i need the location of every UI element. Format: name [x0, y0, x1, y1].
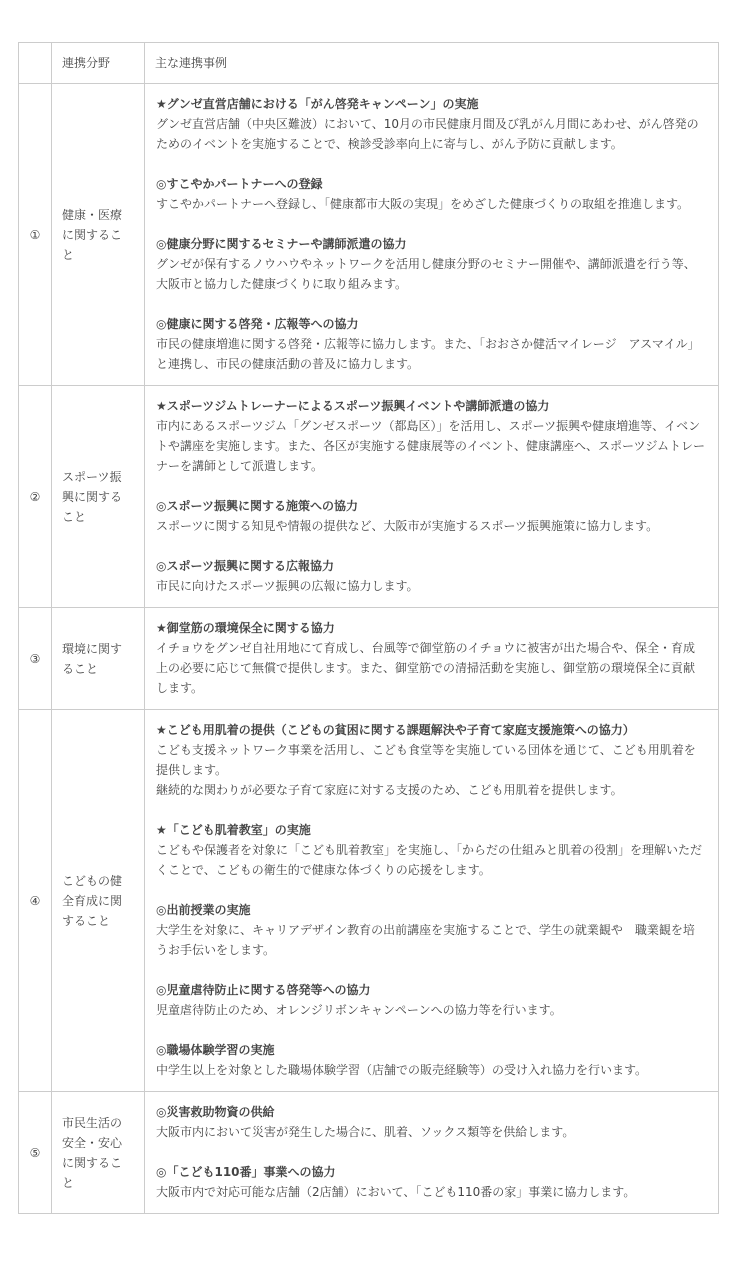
example-title: ◎出前授業の実施	[156, 903, 251, 917]
header-number	[19, 43, 52, 84]
row-field: 健康・医療 に関するこ と	[52, 84, 145, 386]
example-item	[156, 496, 706, 536]
example-item	[156, 720, 706, 800]
example-item	[156, 94, 706, 154]
example-item	[156, 1162, 706, 1202]
example-title: ◎健康分野に関するセミナーや講師派遣の協力	[156, 237, 407, 251]
row-examples	[145, 710, 719, 1092]
example-title: ◎災害救助物資の供給	[156, 1105, 275, 1119]
example-text: 市民の健康増進に関する啓発・広報等に協力します。また、「おおさか健活マイレージ アスマイル」と連携し、市民の健康活動の普及に協力します。	[156, 337, 700, 371]
example-title: ◎「こども110番」事業への協力	[156, 1165, 336, 1179]
example-item	[156, 314, 706, 374]
row-number: ⑤	[19, 1092, 52, 1214]
header-examples: 主な連携事例	[145, 43, 719, 84]
example-title: ◎スポーツ振興に関する施策への協力	[156, 499, 358, 513]
example-title: ★御堂筋の環境保全に関する協力	[156, 621, 335, 635]
row-number: ③	[19, 608, 52, 710]
table-row	[19, 1092, 719, 1214]
example-text: 中学生以上を対象とした職場体験学習（店舗での販売経験等）の受け入れ協力を行います。	[156, 1063, 648, 1077]
example-title: ★「こども肌着教室」の実施	[156, 823, 311, 837]
example-text: グンゼ直営店舗（中央区難波）において、10月の市民健康月間及び乳がん月間にあわせ、がん啓発のためのイベントを実施することで、検診受診率向上に寄与し、がん予防に貢献します。	[156, 117, 699, 151]
header-row	[19, 43, 719, 84]
example-item	[156, 618, 706, 698]
example-text: こども支援ネットワーク事業を活用し、こども食堂等を実施している団体を通じて、こども用肌着を提供します。 継続的な関わりが必要な子育て家庭に対する支援のため、こども用肌着を提供します。	[156, 743, 696, 797]
row-examples	[145, 386, 719, 608]
row-examples	[145, 84, 719, 386]
row-field: 市民生活の 安全・安心 に関するこ と	[52, 1092, 145, 1214]
header-field: 連携分野	[52, 43, 145, 84]
example-text: 市民に向けたスポーツ振興の広報に協力します。	[156, 579, 419, 593]
example-item	[156, 900, 706, 960]
example-title: ◎スポーツ振興に関する広報協力	[156, 559, 334, 573]
row-number: ①	[19, 84, 52, 386]
example-text: イチョウをグンゼ自社用地にて育成し、台風等で御堂筋のイチョウに被害が出た場合や、保全・育成上の必要に応じて無償で提供します。また、御堂筋での清掃活動を実施し、御堂筋の環境保全に貢献します。	[156, 641, 696, 695]
example-item	[156, 1102, 706, 1142]
example-text: グンゼが保有するノウハウやネットワークを活用し健康分野のセミナー開催や、講師派遣を行う等、大阪市と協力した健康づくりに取り組みます。	[156, 257, 696, 291]
example-title: ◎健康に関する啓発・広報等への協力	[156, 317, 359, 331]
example-title: ◎職場体験学習の実施	[156, 1043, 275, 1057]
example-text: スポーツに関する知見や情報の提供など、大阪市が実施するスポーツ振興施策に協力します。	[156, 519, 659, 533]
example-text: 大阪市内において災害が発生した場合に、肌着、ソックス類等を供給します。	[156, 1125, 575, 1139]
example-text: 市内にあるスポーツジム「グンゼスポーツ（都島区）」を活用し、スポーツ振興や健康増進等、イベントや講座を実施します。また、各区が実施する健康展等のイベント、健康講座へ、スポーツジムトレーナーを講師として派遣します。	[156, 419, 706, 473]
partnership-table	[18, 42, 719, 1214]
example-text: 大阪市内で対応可能な店舗（2店舗）において、「こども110番の家」事業に協力します。	[156, 1185, 636, 1199]
example-title: ★グンゼ直営店舗における「がん啓発キャンペーン」の実施	[156, 97, 479, 111]
example-text: すこやかパートナーへ登録し、「健康都市大阪の実現」をめざした健康づくりの取組を推進します。	[156, 197, 690, 211]
table-row	[19, 608, 719, 710]
example-text: 大学生を対象に、キャリアデザイン教育の出前講座を実施することで、学生の就業観や 職業観を培うお手伝いをします。	[156, 923, 695, 957]
table-row	[19, 84, 719, 386]
row-examples	[145, 1092, 719, 1214]
example-item	[156, 174, 706, 214]
example-item	[156, 396, 706, 476]
example-item	[156, 234, 706, 294]
example-title: ★こども用肌着の提供（こどもの貧困に関する課題解決や子育て家庭支援施策への協力）	[156, 723, 635, 737]
example-item	[156, 980, 706, 1020]
example-text: 児童虐待防止のため、オレンジリボンキャンペーンへの協力等を行います。	[156, 1003, 562, 1017]
row-field: 環境に関す ること	[52, 608, 145, 710]
row-number: ②	[19, 386, 52, 608]
example-item	[156, 820, 706, 880]
row-field: こどもの健 全育成に関 すること	[52, 710, 145, 1092]
row-examples	[145, 608, 719, 710]
row-number: ④	[19, 710, 52, 1092]
example-title: ◎児童虐待防止に関する啓発等への協力	[156, 983, 371, 997]
table-row	[19, 710, 719, 1092]
example-item	[156, 1040, 706, 1080]
example-item	[156, 556, 706, 596]
example-text: こどもや保護者を対象に「こども肌着教室」を実施し、「からだの仕組みと肌着の役割」を理解いただくことで、こどもの衛生的で健康な体づくりの応援をします。	[156, 843, 703, 877]
example-title: ★スポーツジムトレーナーによるスポーツ振興イベントや講師派遣の協力	[156, 399, 550, 413]
row-field: スポーツ振 興に関する こと	[52, 386, 145, 608]
table-row	[19, 386, 719, 608]
example-title: ◎すこやかパートナーへの登録	[156, 177, 323, 191]
